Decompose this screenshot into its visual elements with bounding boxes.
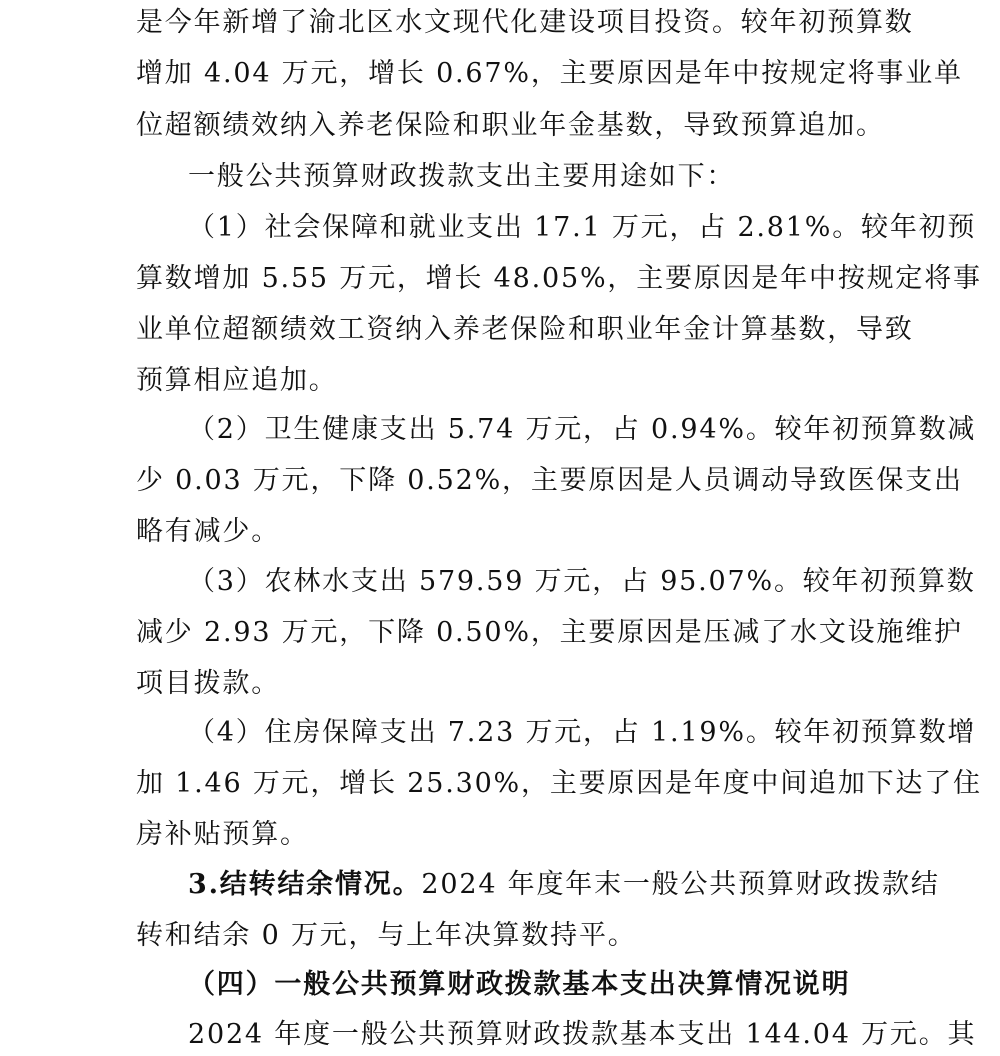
paragraph-line: 略有减少。 (136, 516, 280, 547)
list-item-housing: （4）住房保障支出 7.23 万元，占 1.19%。较年初预算数增 (188, 717, 977, 748)
list-item-agriculture: （3）农林水支出 579.59 万元，占 95.07%。较年初预算数 (188, 566, 976, 597)
list-item-social-security: （1）社会保障和就业支出 17.1 万元，占 2.81%。较年初预 (188, 212, 977, 243)
paragraph-line: 位超额绩效纳入养老保险和职业年金基数，导致预算追加。 (136, 110, 885, 141)
paragraph-line: 加 1.46 万元，增长 25.30%，主要原因是年度中间追加下达了住 (136, 768, 982, 799)
paragraph-line: 少 0.03 万元，下降 0.52%，主要原因是人员调动导致医保支出 (136, 465, 963, 496)
section-3-first-line (188, 868, 940, 902)
paragraph-line: 预算相应追加。 (136, 365, 338, 396)
paragraph-line: 减少 2.93 万元，下降 0.50%，主要原因是压减了水文设施维护 (136, 617, 963, 648)
paragraph-line: 房补贴预算。 (136, 819, 309, 850)
section-3-second-line: 转和结余 0 万元，与上年决算数持平。 (136, 920, 637, 951)
section-4-heading: （四）一般公共预算财政拨款基本支出决算情况说明 (188, 969, 851, 1000)
paragraph-line: 增加 4.04 万元，增长 0.67%，主要原因是年中按规定将事业单 (136, 58, 963, 89)
section-3-text: 2024 年度年末一般公共预算财政拨款结 (421, 869, 940, 900)
paragraph-line: 算数增加 5.55 万元，增长 48.05%，主要原因是年中按规定将事 (136, 263, 982, 294)
paragraph-line: 项目拨款。 (136, 668, 280, 699)
section-3-heading: 3.结转结余情况。 (188, 869, 422, 900)
list-item-health: （2）卫生健康支出 5.74 万元，占 0.94%。较年初预算数减 (188, 414, 977, 445)
paragraph-line: 是今年新增了渝北区水文现代化建设项目投资。较年初预算数 (136, 7, 914, 38)
paragraph-line: 业单位超额绩效工资纳入养老保险和职业年金计算基数，导致 (136, 314, 914, 345)
section-4-first-line: 2024 年度一般公共预算财政拨款基本支出 144.04 万元。其 (188, 1019, 977, 1050)
subheading-line: 一般公共预算财政拨款支出主要用途如下： (188, 161, 736, 192)
